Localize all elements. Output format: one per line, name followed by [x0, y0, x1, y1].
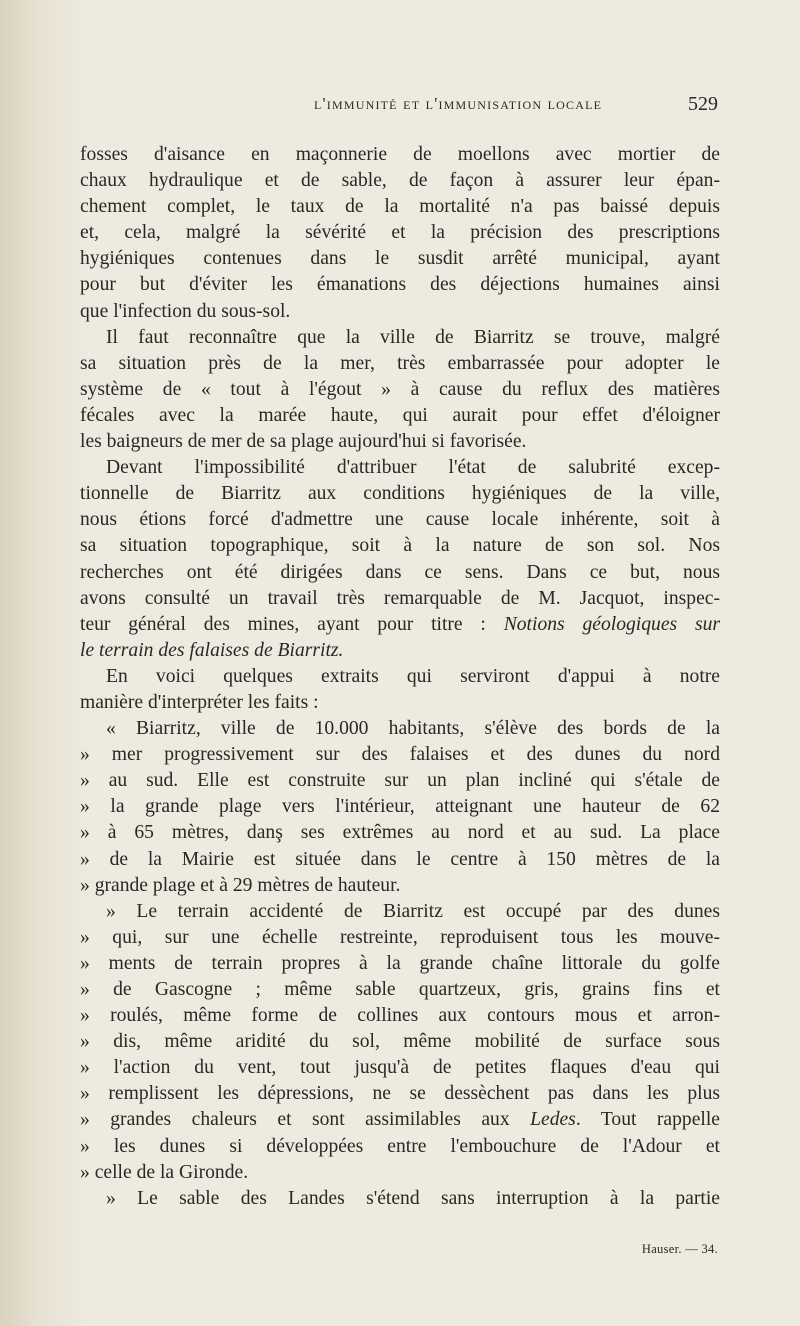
- text-line: tionnelle de Biarritz aux conditions hygiéniques de la ville,: [80, 483, 720, 505]
- text-line: chement complet, le taux de la mortalité n'a pas baissé depuis: [80, 196, 720, 218]
- text-line: chaux hydraulique et de sable, de façon à assurer leur épan-: [80, 170, 720, 192]
- text-line: hygiéniques contenues dans le susdit arrêté municipal, ayant: [80, 248, 720, 270]
- text-line: manière d'interpréter les faits :: [80, 691, 319, 713]
- text-line: que l'infection du sous-sol.: [80, 300, 291, 322]
- quote-line: » roulés, même forme de collines aux contours mous et arron-: [80, 1005, 720, 1027]
- quote-line: » Le terrain accidenté de Biarritz est occupé par des dunes: [106, 900, 720, 922]
- text-line: les baigneurs de mer de sa plage aujourd'hui si favorisée.: [80, 431, 527, 453]
- text-line: En voici quelques extraits qui serviront d'appui à notre: [106, 665, 720, 687]
- text-line: recherches ont été dirigées dans ce sens. Dans ce but, nous: [80, 561, 720, 583]
- text-line: et, cela, malgré la sévérité et la précision des prescriptions: [80, 222, 720, 244]
- text-line: Devant l'impossibilité d'attribuer l'état de salubrité excep-: [106, 457, 720, 479]
- quote-line: » de Gascogne ; même sable quartzeux, gris, grains fins et: [80, 979, 720, 1000]
- quote-line: » qui, sur une échelle restreinte, reproduisent tous les mouve-: [80, 926, 720, 948]
- text-line: nous étions forcé d'admettre une cause locale inhérente, soit à: [80, 509, 720, 531]
- text-line: Il faut reconnaître que la ville de Biarritz se trouve, malgré: [106, 326, 720, 348]
- quote-line: » remplissent les dépressions, ne se dessèchent pas dans les plus: [80, 1083, 720, 1105]
- text-line-with-title: [80, 612, 720, 638]
- running-title: l'immunité et l'immunisation locale: [314, 94, 603, 113]
- quote-line: » au sud. Elle est construite sur un plan incliné qui s'étale de: [80, 770, 720, 792]
- text-line: système de « tout à l'égout » à cause du reflux des matières: [80, 378, 720, 400]
- text-segment: » grandes chaleurs et sont assimilables aux: [80, 1109, 510, 1131]
- text-segment: . Tout rappelle: [575, 1109, 720, 1131]
- quote-line: » la grande plage vers l'intérieur, atteignant une hauteur de 62: [80, 796, 720, 818]
- text-line: avons consulté un travail très remarquable de M. Jacquot, inspec-: [80, 587, 720, 609]
- italic-word: Ledes: [530, 1109, 576, 1131]
- text-line: pour but d'éviter les émanations des déjections humaines ainsi: [80, 274, 720, 296]
- quote-line: » Le sable des Landes s'étend sans interruption à la partie: [106, 1187, 720, 1209]
- quote-line: » de la Mairie est située dans le centre à 150 mètres de la: [80, 848, 720, 870]
- work-title-cont: le terrain des falaises de Biarritz.: [80, 639, 344, 661]
- text-segment: teur général des mines, ayant pour titre :: [80, 613, 486, 635]
- text-line: fécales avec la marée haute, qui aurait pour effet d'éloigner: [80, 404, 720, 426]
- quote-line: » dis, même aridité du sol, même mobilité de surface sous: [80, 1031, 720, 1053]
- page-number: 529: [688, 93, 718, 115]
- quote-line: » grande plage et à 29 mètres de hauteur.: [80, 874, 401, 896]
- printer-signature: Hauser. — 34.: [641, 1242, 718, 1256]
- quote-line: » mer progressivement sur des falaises et des dunes du nord: [80, 744, 720, 766]
- quote-line: » à 65 mètres, danş ses extrêmes au nord et au sud. La place: [80, 822, 720, 844]
- quote-line: » celle de la Gironde.: [80, 1161, 249, 1183]
- quote-line: » l'action du vent, tout jusqu'à de petites flaques d'eau qui: [80, 1057, 720, 1079]
- text-line: sa situation topographique, soit à la nature de son sol. Nos: [80, 535, 720, 557]
- quote-line-with-italic: [80, 1107, 720, 1133]
- text-line: sa situation près de la mer, très embarrassée pour adopter le: [80, 352, 720, 374]
- text-line: [80, 638, 720, 664]
- quote-line: « Biarritz, ville de 10.000 habitants, s'élève des bords de la: [106, 718, 720, 740]
- text-line: fosses d'aisance en maçonnerie de moellons avec mortier de: [80, 144, 720, 165]
- page-header: [0, 94, 800, 124]
- quote-line: » ments de terrain propres à la grande chaîne littorale du golfe: [80, 952, 720, 974]
- body-text: [80, 142, 720, 1212]
- work-title: Notions géologiques sur: [503, 613, 720, 635]
- quote-line: » les dunes si développées entre l'embouchure de l'Adour et: [80, 1135, 720, 1157]
